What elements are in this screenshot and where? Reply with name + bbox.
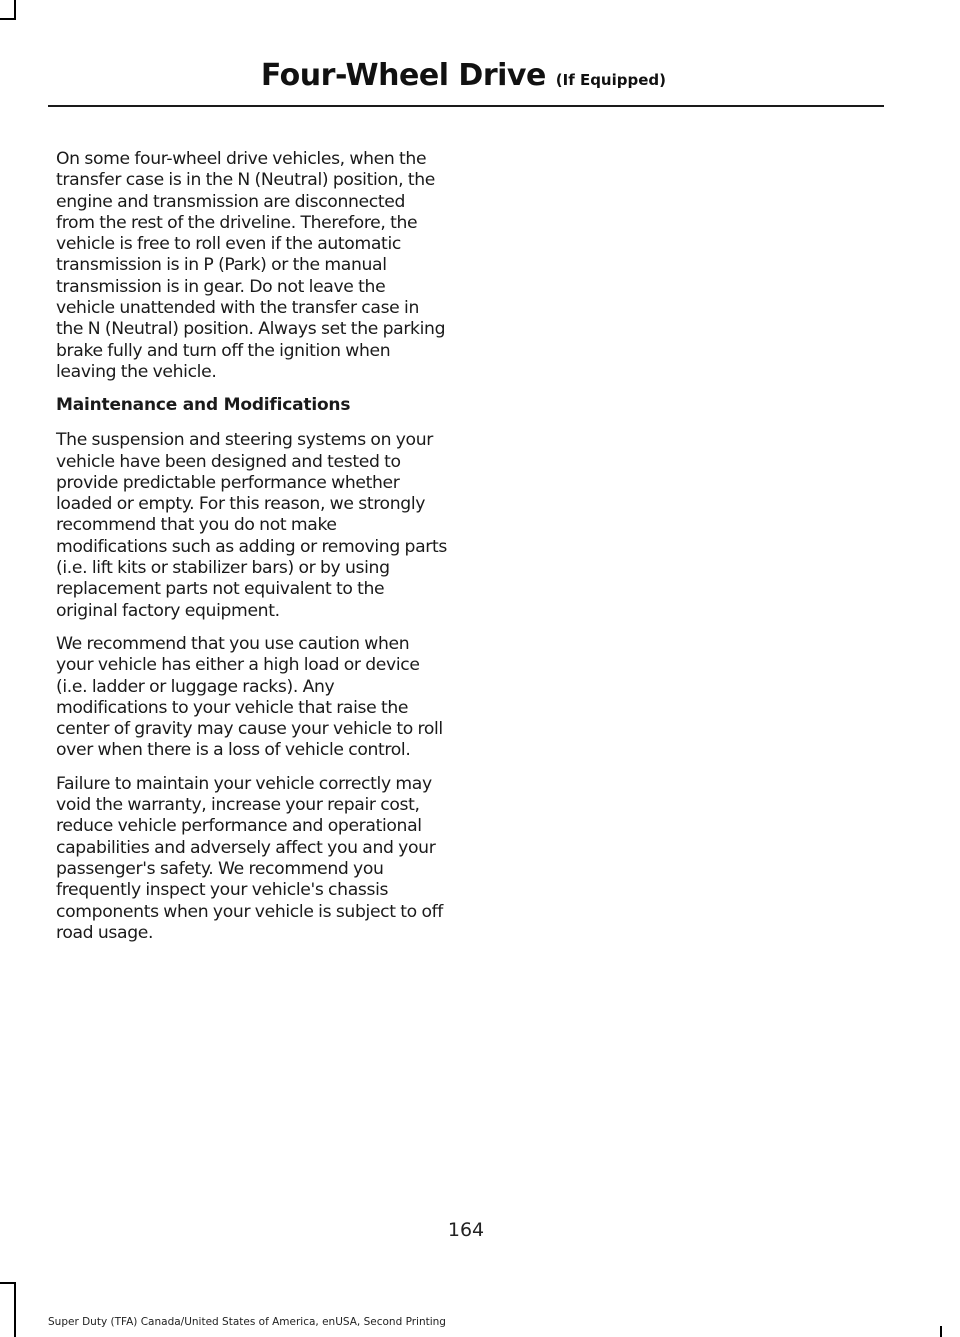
crop-mark-bottom-left-horizontal bbox=[0, 1282, 16, 1284]
paragraph-caution: We recommend that you use caution when your vehicle has either a high load or device (i.e. ladder or luggage racks). Any modifications to your vehicle that raise the center of gravity may cause your vehicle to roll over when there is a loss of vehicle control. bbox=[56, 633, 443, 761]
paragraph-maintenance: Failure to maintain your vehicle correctly may void the warranty, increase your repair cost, reduce vehicle performance and operational capabilities and adversely affect you and your passenger's safety. We recommend you frequently inspect your vehicle's chassis components when your vehicle is subject to off road usage. bbox=[56, 773, 444, 943]
paragraph-suspension: The suspension and steering systems on your vehicle have been designed and tested to provide predictable performance whether loaded or empty. For this reason, we strongly recommend that you do not make modifications such as adding or removing parts (i.e. lift kits or stabilizer bars) or by using replacement parts not equivalent to the original factory equipment. bbox=[56, 430, 447, 621]
crop-mark-bottom-left-vertical bbox=[14, 1282, 16, 1337]
crop-mark-top-left-vertical bbox=[14, 0, 16, 20]
main-content bbox=[56, 149, 448, 956]
header-subtitle: (If Equipped) bbox=[555, 71, 666, 89]
header-divider bbox=[48, 105, 884, 107]
crop-mark-bottom-right-vertical bbox=[940, 1326, 942, 1337]
paragraph-neutral-warning: On some four-wheel drive vehicles, when the transfer case is in the N (Neutral) position, the engine and transmission are disconnected from the rest of the driveline. Therefore, the vehicle is free to roll even if the automatic transmission is in P (Park) or the manual transmission is in gear. Do not leave the vehicle unattended with the transfer case in the N (Neutral) position. Always set the parking brake fully and turn off the ignition when leaving the vehicle. bbox=[56, 149, 446, 382]
crop-mark-top-left-horizontal bbox=[0, 18, 16, 20]
page-header bbox=[0, 58, 666, 93]
footer-edition-text: Super Duty (TFA) Canada/United States of America, enUSA, Second Printing bbox=[48, 1316, 446, 1328]
section-heading: Maintenance and Modifications bbox=[56, 395, 351, 416]
page-number: 164 bbox=[447, 1219, 485, 1241]
header-title: Four-Wheel Drive bbox=[260, 58, 546, 93]
